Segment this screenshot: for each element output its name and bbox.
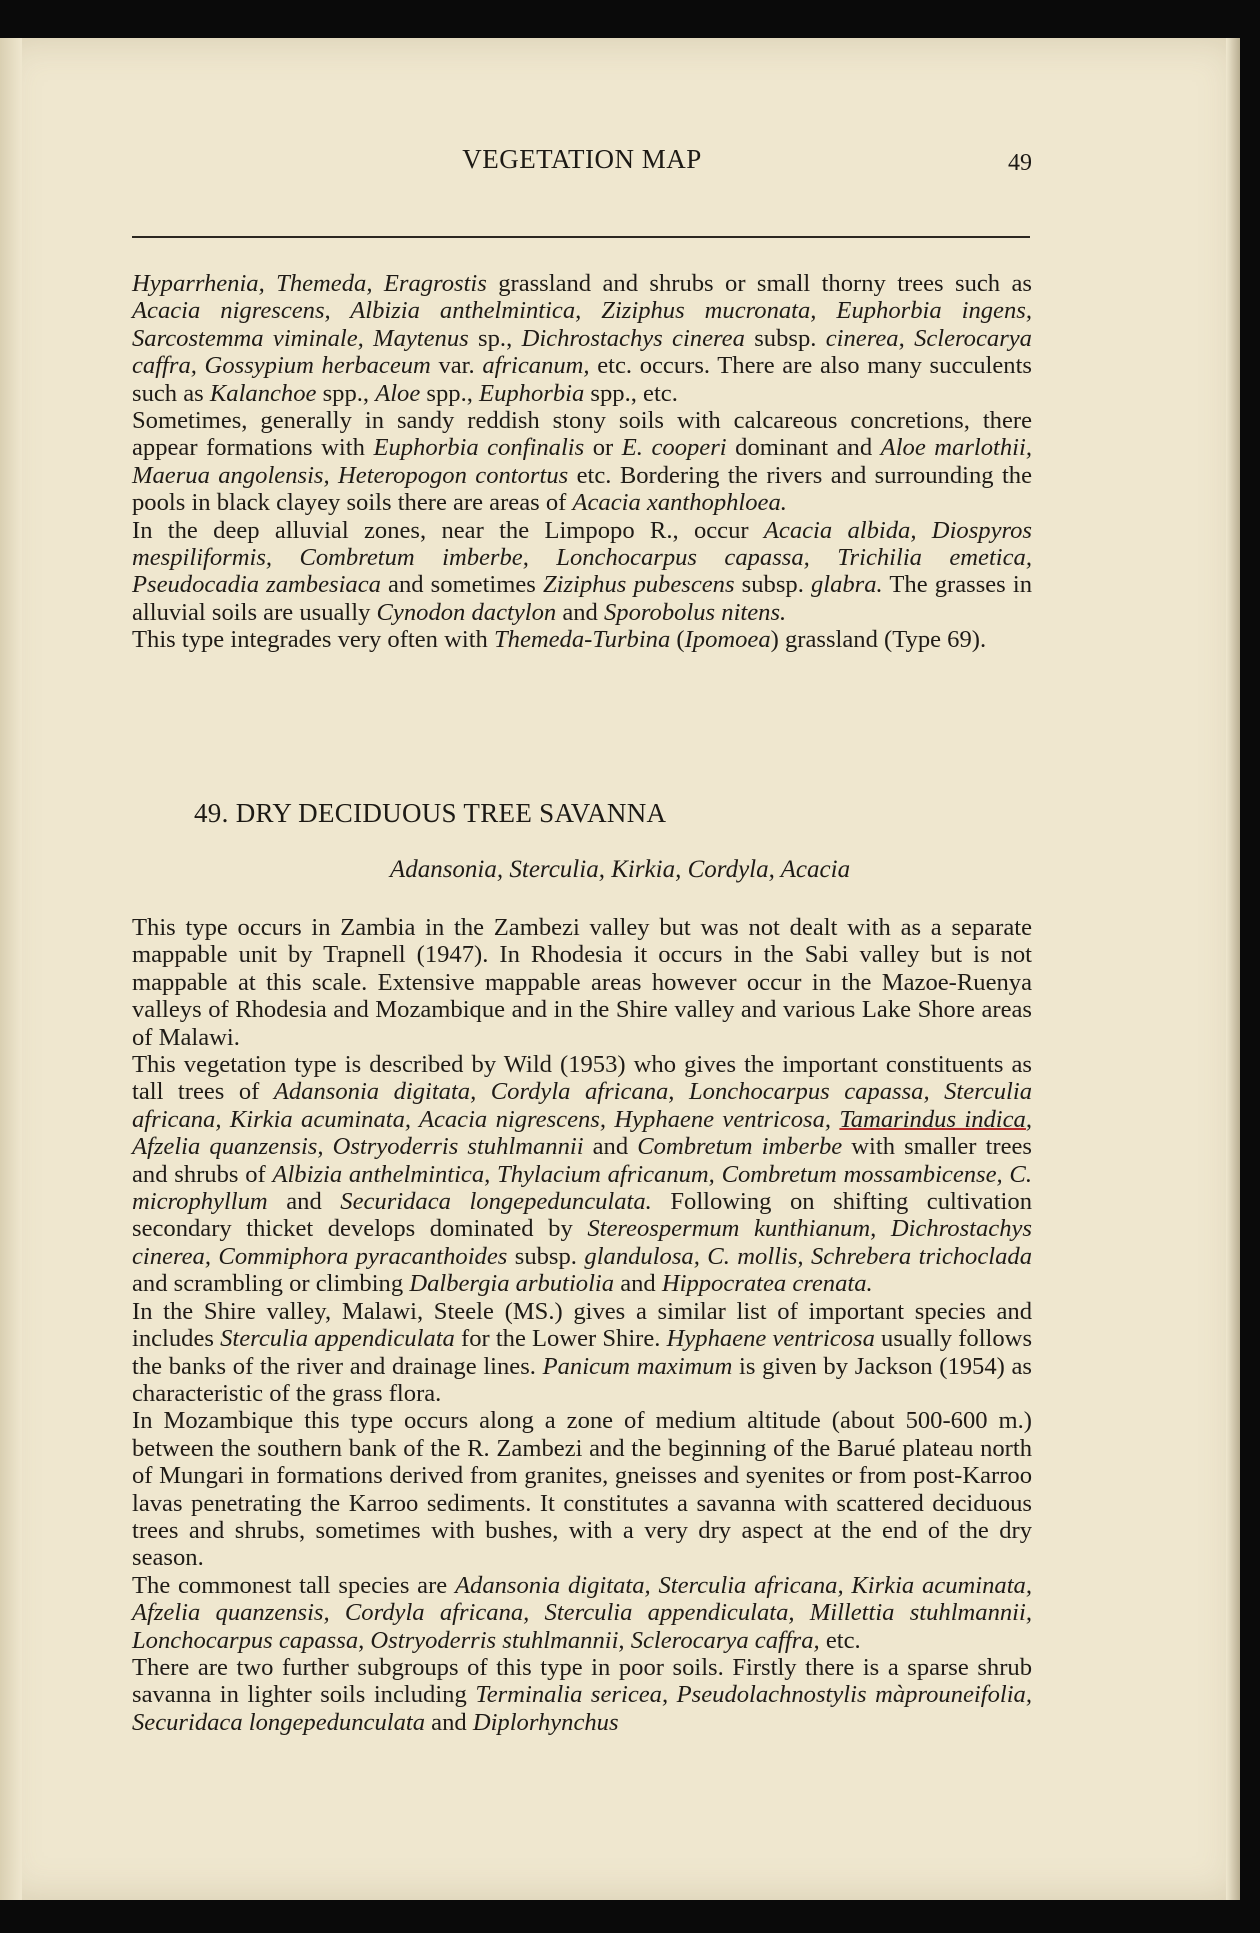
- italic-run: Afzelia quanzensis, Ostryoderris stuhlmannii: [132, 1133, 584, 1161]
- text-run: In Mozambique this type occurs along a zone of medium altitude (about 500-600 m.) between the southern bank of the R. Zambezi and the beginning of the Barué plateau north of Mungari in formations derived from granites, gneisses and syenites or from post-Karroo lavas penetrating the Karroo sediments. It constitutes a savanna with scattered deciduous trees and shrubs, sometimes with bushes, with a very dry aspect at the end of the dry season.: [132, 1407, 1032, 1572]
- italic-run: Securidaca longepedunculata.: [340, 1188, 652, 1216]
- italic-run: Acacia nigrescens, Albizia anthelmintica, Ziziphus mucronata, Euphorbia ingens, Sarcostemma viminale, Maytenus: [132, 297, 1032, 352]
- underlined-run: Tamarindus indica,: [839, 1105, 1032, 1133]
- paragraph: [132, 1407, 1032, 1571]
- text-run: dominant and: [726, 434, 881, 462]
- italic-run: E. cooperi: [621, 434, 727, 462]
- italic-run: Stereospermum kunthianum, Dichrostachys cinerea, Commiphora pyracanthoides: [132, 1215, 1032, 1270]
- text-run: Sometimes, generally in sandy reddish stony soils with calcareous concretions, there appear formations with: [132, 407, 1032, 462]
- text-run: spp.,: [420, 379, 480, 407]
- text-run: and: [614, 1270, 662, 1298]
- text-run: spp., etc.: [584, 379, 678, 407]
- italic-run: Themeda-Turbina: [493, 626, 671, 654]
- section-49-text-block: [132, 914, 1032, 1736]
- text-run: grassland and shrubs or small thorny trees such as: [486, 270, 1032, 297]
- italic-run: Adansonia digitata, Cordyla africana, Lonchocarpus capassa, Sterculia africana, Kirkia acuminata, Acacia nigrescens, Hyphaene ventricosa,: [132, 1078, 1032, 1133]
- italic-run: Diplorhynchus: [472, 1708, 619, 1736]
- text-run: subsp.: [507, 1242, 585, 1270]
- text-run: and sometimes: [380, 571, 543, 599]
- text-run: Following on shifting cultivation secondary thicket develops dominated by: [132, 1188, 1032, 1243]
- text-run: var.: [430, 352, 483, 380]
- italic-run: Euphorbia confinalis: [373, 434, 585, 462]
- italic-run: Dichrostachys cinerea: [521, 324, 745, 352]
- text-run: is given by Jackson (1954) as characteristic of the grass flora.: [132, 1352, 1032, 1407]
- italic-run: Ipomoea: [684, 626, 771, 654]
- text-run: This vegetation type is described by Wild (1953) who gives the important constituents as tall trees of: [132, 1051, 1032, 1106]
- italic-run: Dalbergia arbutiolia: [409, 1270, 615, 1298]
- text-run: (: [670, 626, 685, 654]
- text-run: sp.,: [468, 324, 522, 352]
- italic-run: Aloe marlothii, Maerua angolensis, Heteropogon contortus: [132, 434, 1032, 489]
- paragraph: [132, 914, 1032, 1051]
- italic-run: glandulosa, C. mollis, Schrebera trichoclada: [584, 1242, 1032, 1270]
- paragraph: [132, 1654, 1032, 1736]
- italic-run: Aloe: [375, 379, 421, 407]
- book-page: [0, 38, 1240, 1900]
- paragraph: [132, 626, 1032, 653]
- italic-run: Adansonia digitata, Sterculia africana, Kirkia acuminata, Afzelia quanzensis, Cordyla africana, Sterculia appendiculata, Millettia stuhlmannii, Lonchocarpus capassa, Ostryoderris stuhlmannii, Sclerocarya caffra,: [132, 1571, 1032, 1654]
- italic-run: Cynodon dactylon: [376, 598, 557, 626]
- text-run: and: [267, 1188, 341, 1216]
- italic-run: cinerea, Sclerocarya caffra, Gossypium herbaceum: [132, 324, 1032, 380]
- text-run: with smaller trees and shrubs of: [132, 1133, 1032, 1188]
- section-subheading: Adansonia, Sterculia, Kirkia, Cordyla, Acacia: [389, 856, 851, 883]
- italic-run: Acacia xanthophloea.: [572, 489, 787, 517]
- running-title: VEGETATION MAP: [462, 144, 702, 174]
- text-run: This type integrades very often with: [132, 626, 494, 654]
- text-run: The commonest tall species are: [132, 1571, 455, 1599]
- text-run: The grasses in alluvial soils are usually: [132, 571, 1032, 626]
- paragraph: [132, 1572, 1032, 1654]
- text-run: There are two further subgroups of this type in poor soils. Firstly there is a sparse shrub savanna in lighter soils including: [132, 1653, 1032, 1709]
- italic-run: glabra.: [810, 571, 883, 599]
- italic-run: Hyphaene ventricosa: [666, 1325, 875, 1353]
- paragraph: [132, 1051, 1032, 1298]
- paragraph: [132, 517, 1032, 627]
- text-run: usually follows the banks of the river and drainage lines.: [132, 1325, 1033, 1380]
- italic-run: Terminalia sericea, Pseudolachnostylis màprouneifolia, Securidaca longepedunculata: [132, 1681, 1032, 1736]
- italic-run: Hippocratea crenata.: [661, 1270, 873, 1298]
- text-run: subsp.: [734, 571, 811, 599]
- text-run: for the Lower Shire.: [454, 1325, 667, 1353]
- italic-run: Combretum imberbe: [637, 1133, 843, 1161]
- text-run: subsp.: [744, 324, 826, 352]
- italic-run: Ziziphus pubescens: [542, 571, 735, 599]
- italic-run: Hyparrhenia, Themeda, Eragrostis: [132, 270, 487, 297]
- text-run: This type occurs in Zambia in the Zambezi valley but was not dealt with as a separate mappable unit by Trapnell (1947). In Rhodesia it occurs in the Sabi valley but is not mappable at this scale. Extensive mappable areas however occur in the Mazoe-Ruenya valleys of Rhodesia and Mozambique and in the Shire valley and various Lake Shore areas of Malawi.: [132, 914, 1032, 1051]
- intro-text-block: [132, 270, 1032, 654]
- text-run: spp.,: [316, 379, 376, 407]
- italic-run: africanum,: [482, 352, 590, 380]
- paragraph: [132, 1298, 1032, 1408]
- text-run: and: [583, 1133, 638, 1161]
- text-run: ) grassland (Type 69).: [770, 626, 987, 654]
- running-header: [132, 144, 1032, 184]
- text-run: In the Shire valley, Malawi, Steele (MS.) gives a similar list of important species and includes: [132, 1297, 1032, 1353]
- italic-run: Acacia albida, Diospyros mespiliformis, Combretum imberbe, Lonchocarpus capassa, Trichilia emetica, Pseudocadia zambesiaca: [132, 516, 1033, 599]
- italic-run: Kalanchoe: [209, 379, 317, 407]
- text-run: etc. Bordering the rivers and surrounding the pools in black clayey soils there are areas of: [132, 461, 1032, 517]
- page-number: 49: [1008, 150, 1032, 176]
- text-run: and scrambling or climbing: [132, 1270, 410, 1298]
- paragraph: [132, 270, 1032, 407]
- text-run: In the deep alluvial zones, near the Limpopo R., occur: [132, 516, 764, 544]
- italic-run: Albizia anthelmintica, Thylacium africanum, Combretum mossambicense, C. microphyllum: [132, 1160, 1032, 1216]
- italic-run: Sterculia appendiculata: [220, 1325, 455, 1353]
- italic-run: Euphorbia: [479, 379, 585, 407]
- text-run: and: [425, 1708, 473, 1736]
- header-rule: [132, 236, 1030, 238]
- paragraph: [132, 407, 1032, 517]
- text-run: and: [556, 598, 604, 626]
- text-run: or: [584, 434, 622, 462]
- italic-run: Sporobolus nitens.: [603, 598, 787, 626]
- italic-run: Panicum maximum: [542, 1352, 733, 1380]
- text-run: etc. occurs. There are also many succulents such as: [132, 352, 1032, 407]
- section-heading: 49. DRY DECIDUOUS TREE SAVANNA: [194, 798, 667, 828]
- text-run: etc.: [819, 1626, 861, 1654]
